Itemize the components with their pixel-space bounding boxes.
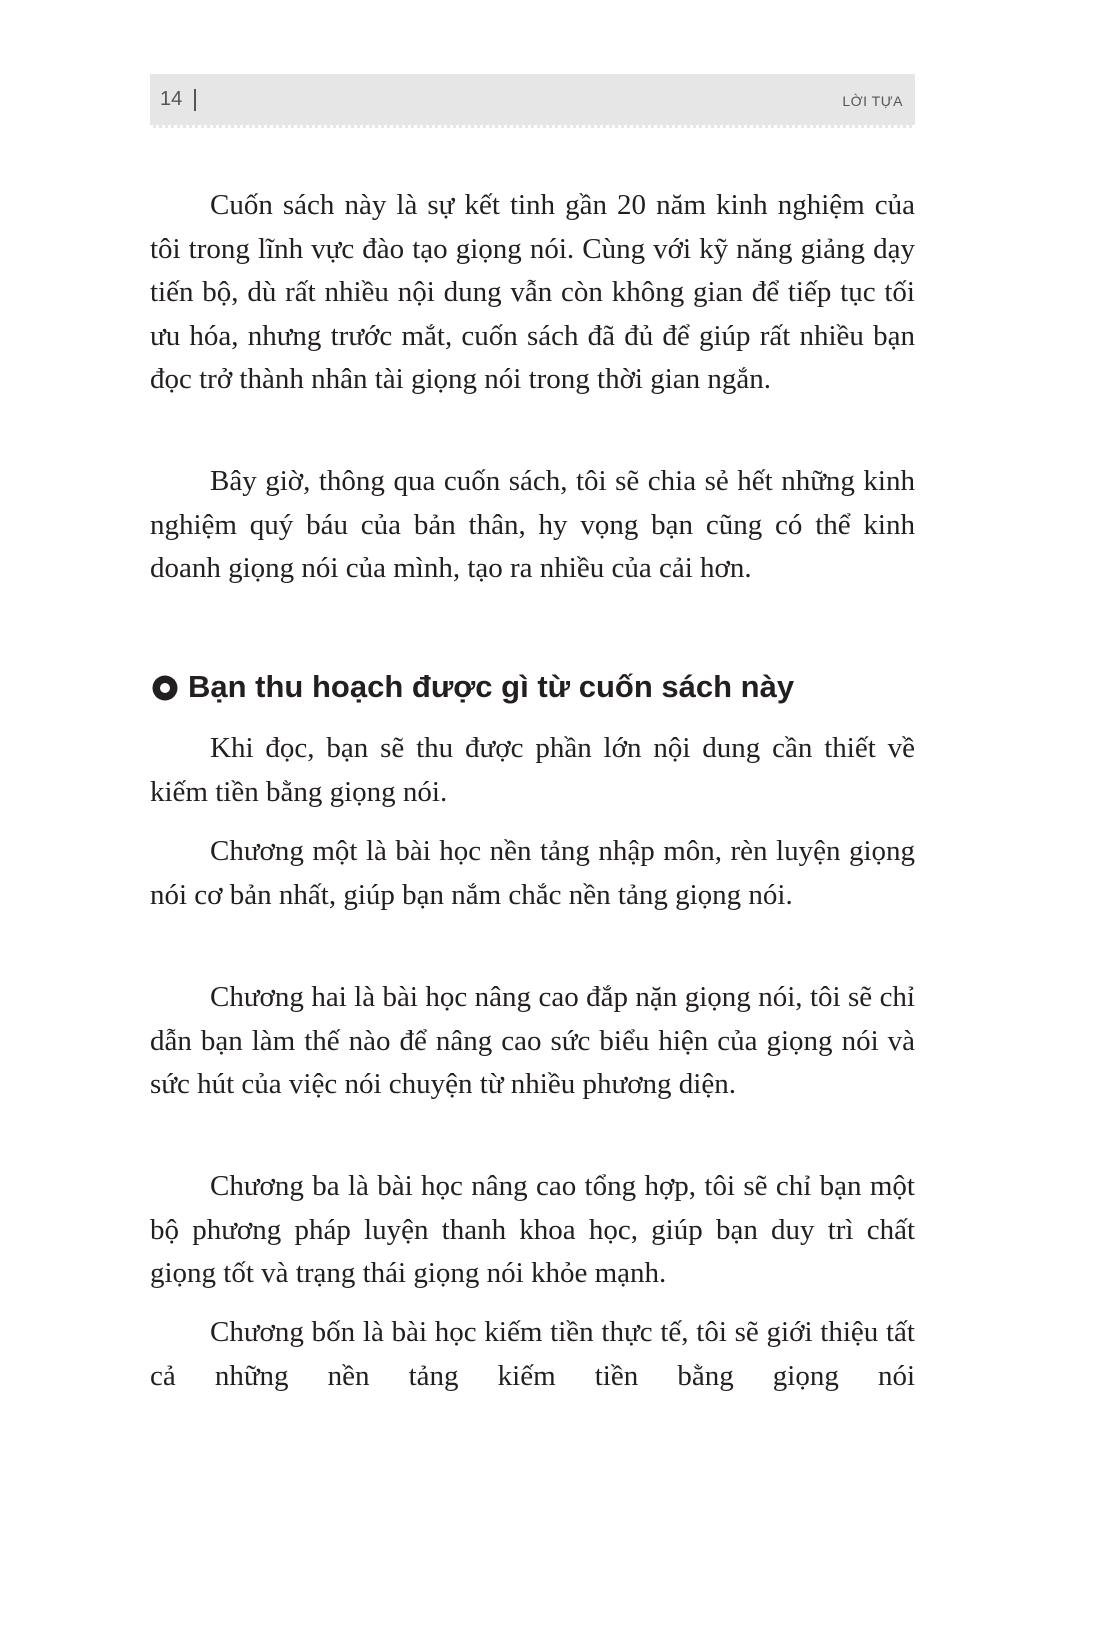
header-divider [194, 89, 196, 111]
section-paragraph-1: Khi đọc, bạn sẽ thu được phần lớn nội dung cần thiết về kiếm tiền bằng giọng nói. [150, 732, 915, 808]
running-header [150, 74, 915, 128]
section-paragraph-3: Chương hai là bài học nâng cao đắp nặn giọng nói, tôi sẽ chỉ dẫn bạn làm thế nào để nâng cao sức biểu hiện của giọng nói và sức hút của việc nói chuyện từ nhiều phương diện. [150, 981, 915, 1100]
section-paragraph-2: Chương một là bài học nền tảng nhập môn, rèn luyện giọng nói cơ bản nhất, giúp bạn nắm chắc nền tảng giọng nói. [150, 835, 915, 911]
section-heading [150, 664, 915, 710]
intro-paragraph-2: Bây giờ, thông qua cuốn sách, tôi sẽ chia sẻ hết những kinh nghiệm quý báu của bản thân, hy vọng bạn cũng có thể kinh doanh giọng nói của mình, tạo ra nhiều của cải hơn. [150, 465, 915, 584]
intro-paragraph-1: Cuốn sách này là sự kết tinh gần 20 năm kinh nghiệm của tôi trong lĩnh vực đào tạo giọng nói. Cùng với kỹ năng giảng dạy tiến bộ, dù rất nhiều nội dung vẫn còn không gian để tiếp tục tối ưu hóa, nhưng trước mắt, cuốn sách đã đủ để giúp rất nhiều bạn đọc trở thành nhân tài giọng nói trong thời gian ngắn. [150, 189, 915, 395]
section-paragraph-5: Chương bốn là bài học kiếm tiền thực tế, tôi sẽ giới thiệu tất cả những nền tảng kiếm tiền bằng giọng nói [150, 1316, 915, 1392]
section-heading-text: Bạn thu hoạch được gì từ cuốn sách này [188, 669, 795, 704]
section-paragraph-4: Chương ba là bài học nâng cao tổng hợp, tôi sẽ chỉ bạn một bộ phương pháp luyện thanh khoa học, giúp bạn duy trì chất giọng tốt và trạng thái giọng nói khỏe mạnh. [150, 1170, 915, 1289]
running-title: LỜI TỰA [842, 93, 903, 109]
circle-bullet-icon [152, 675, 178, 701]
page-number: 14 [160, 88, 183, 110]
